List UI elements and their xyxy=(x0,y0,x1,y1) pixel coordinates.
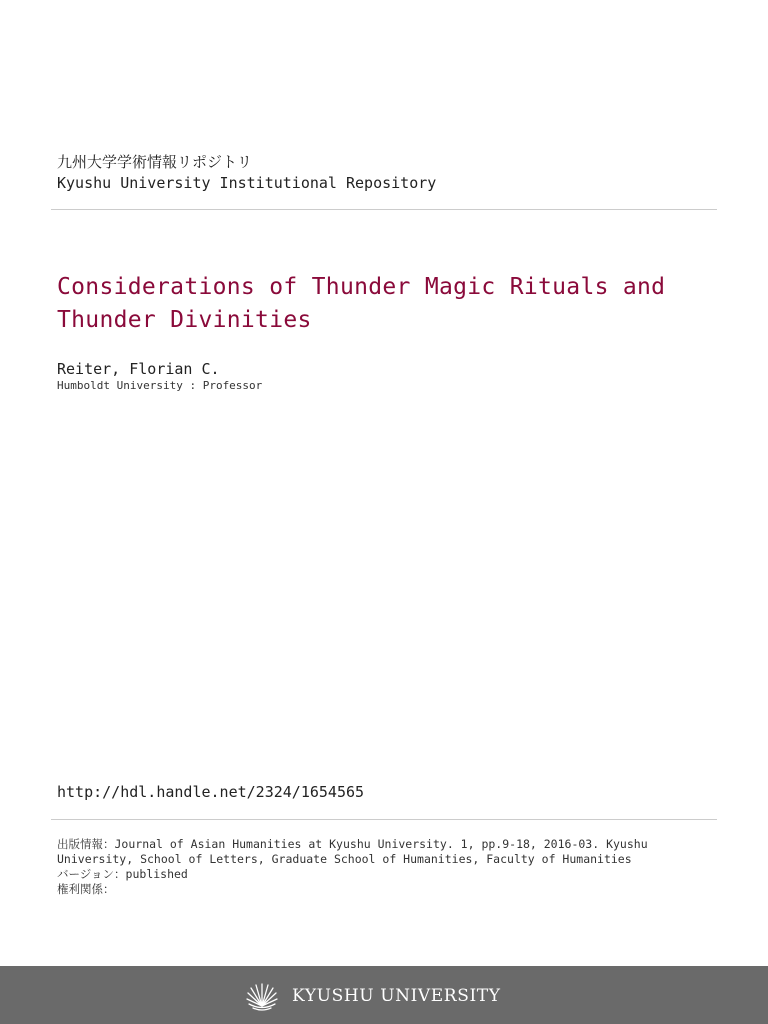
rights-label: 権利関係： xyxy=(57,882,115,896)
publication-label: 出版情報： xyxy=(57,837,115,851)
header-divider xyxy=(51,209,717,210)
repository-header xyxy=(57,152,717,193)
version-line xyxy=(57,867,697,882)
repository-name-japanese: 九州大学学術情報リポジトリ xyxy=(57,153,253,171)
author-affiliation: Humboldt University : Professor xyxy=(57,379,263,392)
metadata-divider xyxy=(51,819,717,820)
publication-info-text: Journal of Asian Humanities at Kyushu University. 1, pp.9-18, 2016-03. Kyushu xyxy=(114,837,648,851)
paper-title: Considerations of Thunder Magic Rituals and Thunder Divinities xyxy=(57,274,666,333)
repository-name-english: Kyushu University Institutional Repository xyxy=(57,174,437,192)
footer-banner xyxy=(0,966,768,1024)
version-label: バージョン： xyxy=(57,867,126,881)
kyushu-university-emblem-icon xyxy=(245,980,279,1012)
publication-info-line xyxy=(57,837,697,852)
rights-line xyxy=(57,882,697,897)
publication-metadata xyxy=(57,837,697,897)
version-value: published xyxy=(125,867,188,881)
footer-brand xyxy=(245,980,501,1012)
handle-link[interactable]: http://hdl.handle.net/2324/1654565 xyxy=(57,783,365,801)
footer-university-name: KYUSHU UNIVERSITY xyxy=(292,986,501,1006)
paper-author: Reiter, Florian C. xyxy=(57,360,220,378)
publication-info-continuation: University, School of Letters, Graduate School of Humanities, Faculty of Humanities xyxy=(57,852,632,866)
